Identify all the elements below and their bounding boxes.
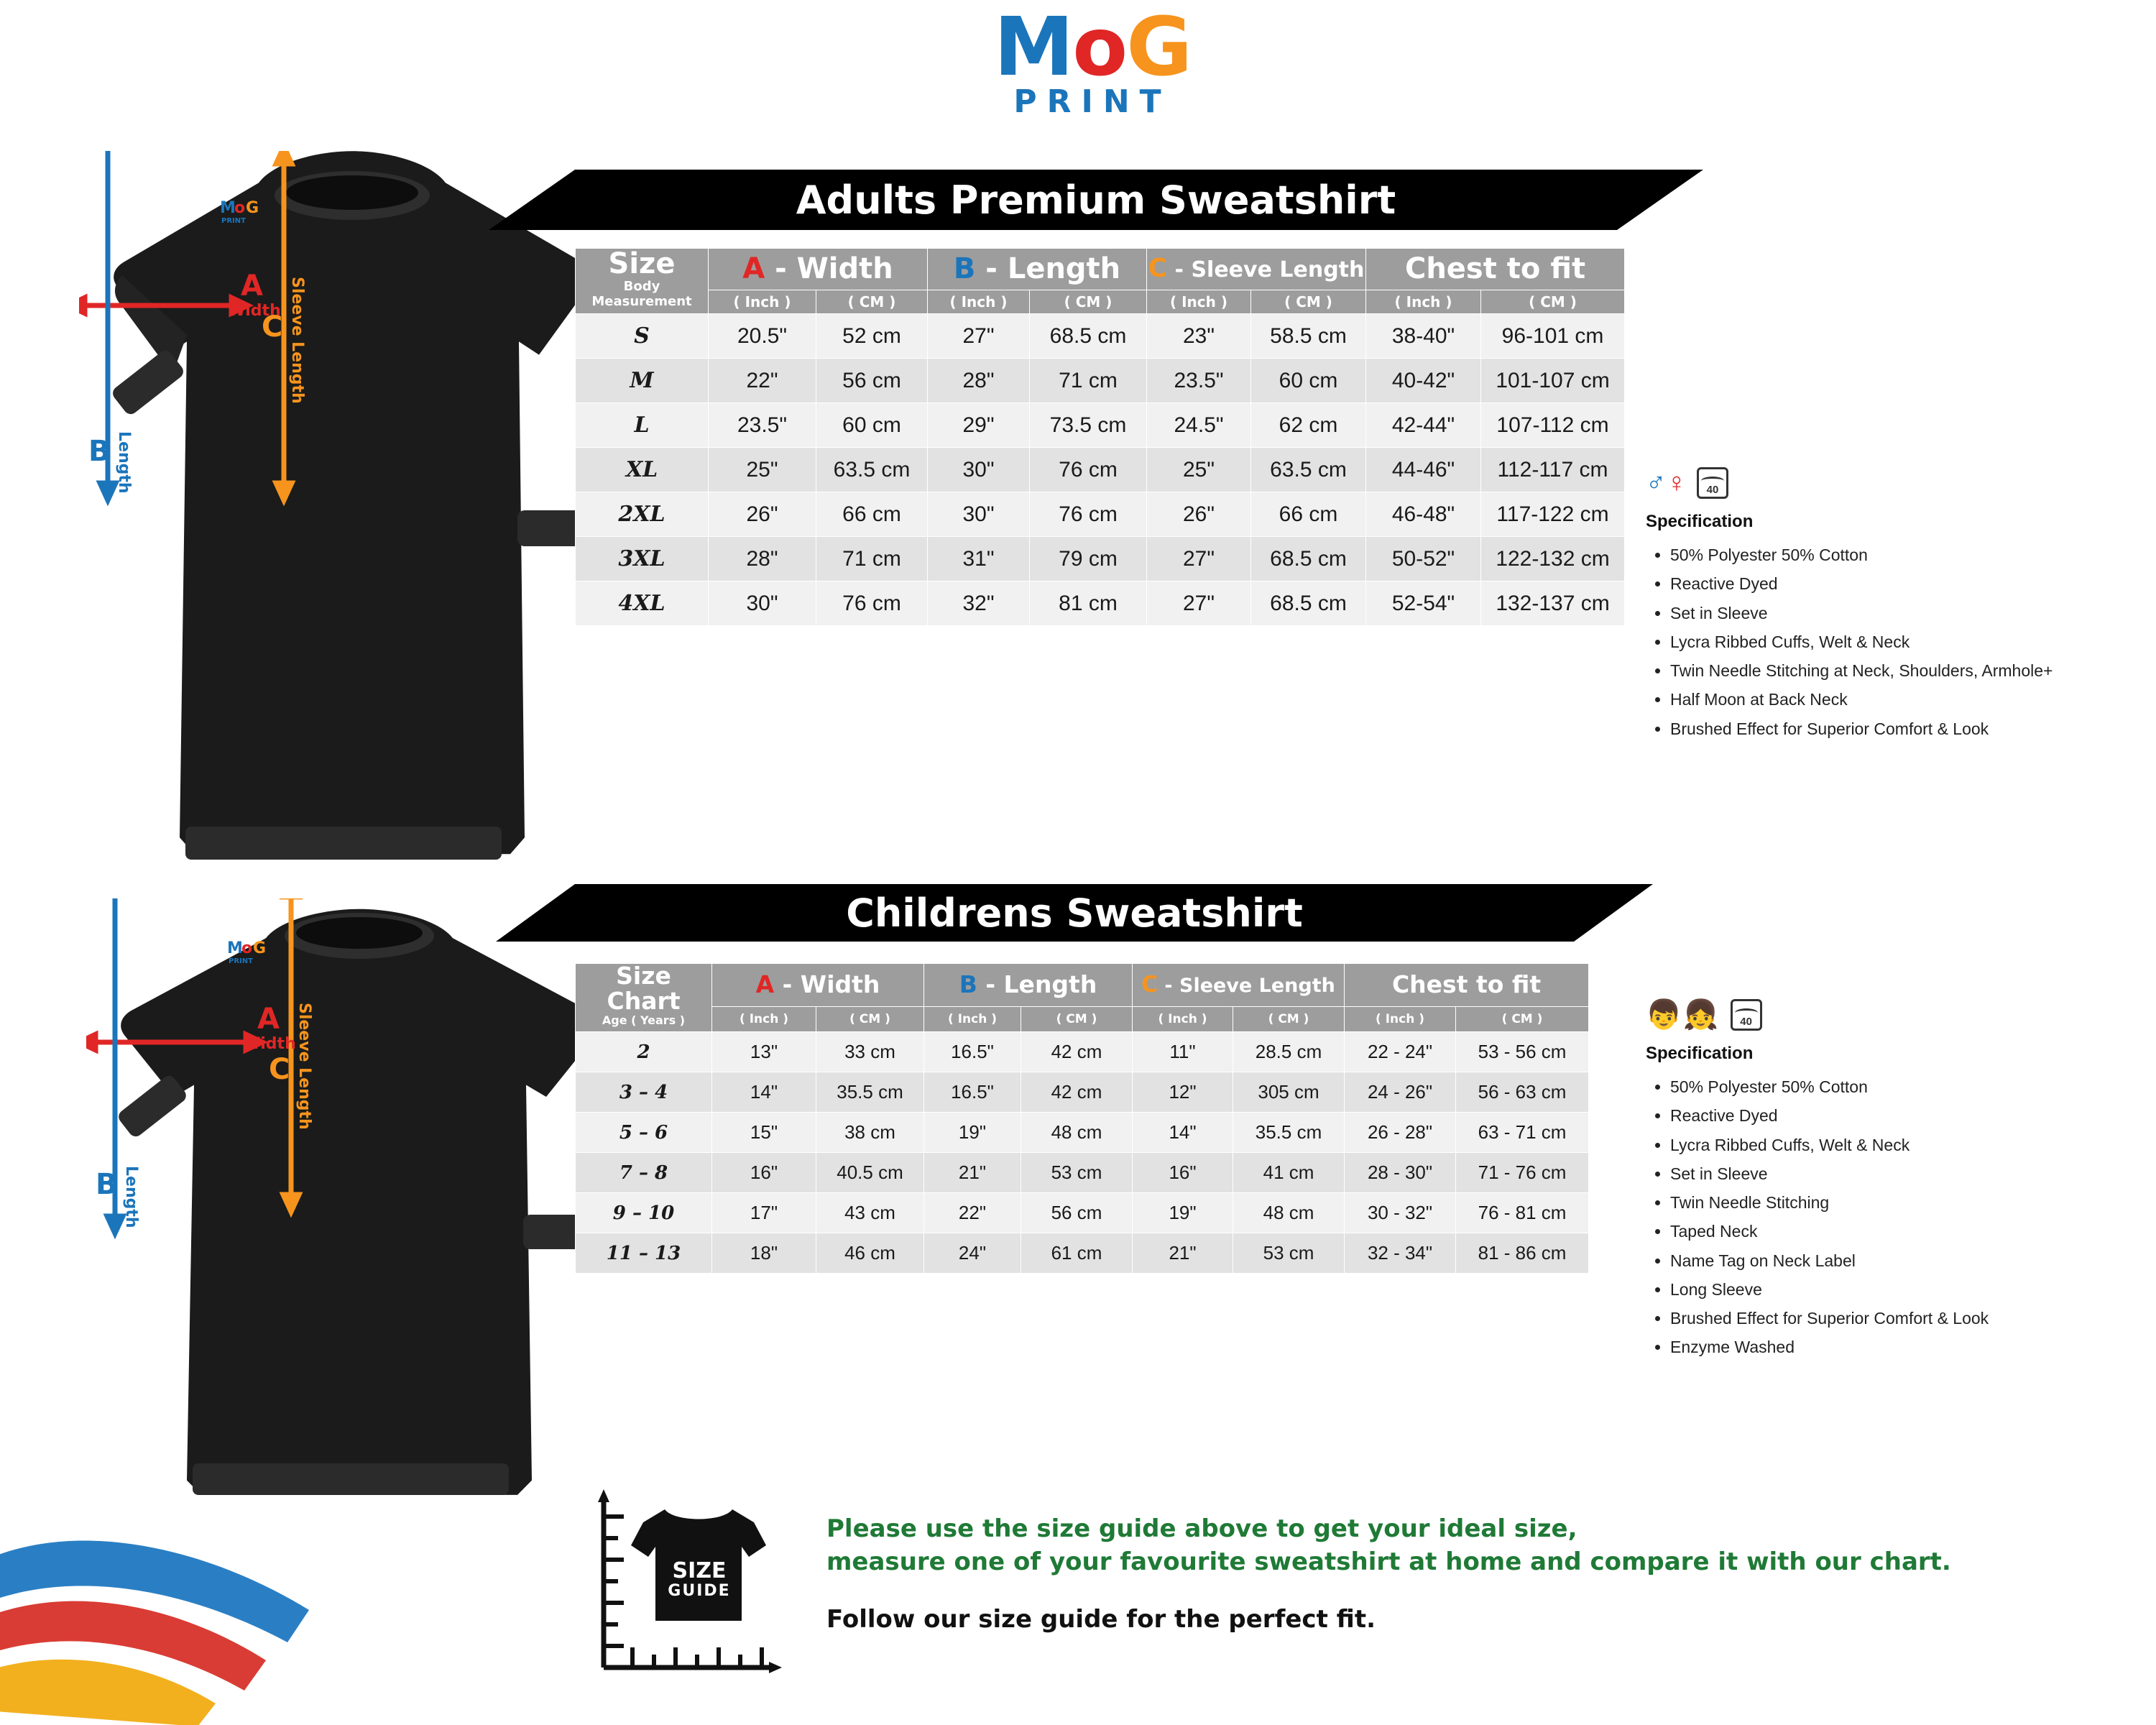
unit-sleeve-inch: ( Inch ) bbox=[1147, 290, 1251, 313]
banner-right-wedge bbox=[1574, 884, 1653, 942]
footer-note bbox=[826, 1513, 1976, 1634]
table-header-row bbox=[576, 964, 1589, 1007]
table-row: 3 – 4 14" 35.5 cm 16.5" 42 cm 12" 305 cm 24 - 26" 56 - 63 cm bbox=[576, 1072, 1589, 1113]
list-item: • Twin Needle Stitching at Neck, Shoulders, Armhole+ bbox=[1670, 656, 2120, 685]
list-item: • Brushed Effect for Superior Comfort & Look bbox=[1670, 714, 2120, 743]
table-row: 9 – 10 17" 43 cm 22" 56 cm 19" 48 cm 30 - 32" 76 - 81 cm bbox=[576, 1193, 1589, 1233]
svg-text:PRINT: PRINT bbox=[229, 957, 253, 965]
label-b: B bbox=[96, 1168, 118, 1201]
header-width: A - Width bbox=[709, 249, 928, 290]
table-row: M 22" 56 cm 28" 71 cm 23.5" 60 cm 40-42" 101-107 cm bbox=[576, 359, 1625, 403]
childrens-spec-title: Specification bbox=[1646, 1044, 1754, 1063]
paint-stroke-decoration bbox=[0, 1466, 460, 1725]
list-item: • 50% Polyester 50% Cotton bbox=[1670, 1072, 2149, 1101]
wash-temperature-icon: 40 bbox=[1697, 467, 1728, 499]
label-a: A bbox=[257, 1003, 280, 1036]
unit-width-cm: ( CM ) bbox=[816, 1006, 924, 1031]
list-item: • Set in Sleeve bbox=[1670, 1159, 2149, 1188]
unit-chest-cm: ( CM ) bbox=[1481, 290, 1625, 313]
svg-text:M: M bbox=[220, 199, 236, 217]
label-c-sub: Sleeve Length bbox=[288, 277, 306, 404]
svg-text:M: M bbox=[227, 939, 243, 957]
header-length: B - Length bbox=[924, 964, 1133, 1007]
label-b-sub: Length bbox=[122, 1166, 140, 1228]
unit-width-inch: ( Inch ) bbox=[709, 290, 816, 313]
banner-left-wedge bbox=[496, 884, 575, 942]
svg-text:PRINT: PRINT bbox=[221, 217, 246, 225]
adults-banner-title: Adults Premium Sweatshirt bbox=[796, 177, 1396, 223]
table-row: 11 – 13 18" 46 cm 24" 61 cm 21" 53 cm 32 - 34" 81 - 86 cm bbox=[576, 1233, 1589, 1274]
header-size: Size Body Measurement bbox=[576, 249, 709, 314]
table-row: 5 – 6 15" 38 cm 19" 48 cm 14" 35.5 cm 26 - 28" 63 - 71 cm bbox=[576, 1113, 1589, 1153]
header-chest: Chest to fit bbox=[1345, 964, 1589, 1007]
table-unit-row bbox=[576, 1006, 1589, 1031]
adults-spec-title: Specification bbox=[1646, 512, 1754, 531]
unit-sleeve-inch: ( Inch ) bbox=[1133, 1006, 1233, 1031]
list-item: • Lycra Ribbed Cuffs, Welt & Neck bbox=[1670, 627, 2120, 656]
childrens-sweatshirt-svg bbox=[86, 898, 632, 1531]
size-guide-icon bbox=[589, 1488, 783, 1696]
adults-size-table bbox=[575, 248, 1625, 626]
list-item: • Reactive Dyed bbox=[1670, 569, 2120, 598]
table-row: 3XL 28" 71 cm 31" 79 cm 27" 68.5 cm 50-52" 122-132 cm bbox=[576, 537, 1625, 581]
table-row: 7 – 8 16" 40.5 cm 21" 53 cm 16" 41 cm 28 - 30" 71 - 76 cm bbox=[576, 1153, 1589, 1193]
note-line-1: Please use the size guide above to get your ideal size, bbox=[826, 1514, 1577, 1543]
logo-letter-m: M bbox=[993, 1, 1073, 94]
adults-spec-icons bbox=[1646, 467, 2120, 499]
header-size: Size Chart Age ( Years ) bbox=[576, 964, 712, 1032]
table-row: 4XL 30" 76 cm 32" 81 cm 27" 68.5 cm 52-54" 132-137 cm bbox=[576, 581, 1625, 626]
logo-print-text: PRINT bbox=[1013, 83, 1171, 120]
adults-banner bbox=[575, 170, 1617, 230]
list-item: • Brushed Effect for Superior Comfort & Look bbox=[1670, 1304, 2149, 1333]
list-item: • Half Moon at Back Neck bbox=[1670, 685, 2120, 714]
wash-temperature-icon: 40 bbox=[1731, 999, 1762, 1031]
adults-specification bbox=[1646, 467, 2120, 743]
childrens-banner-title: Childrens Sweatshirt bbox=[846, 890, 1303, 936]
unit-width-inch: ( Inch ) bbox=[712, 1006, 816, 1031]
list-item: • Lycra Ribbed Cuffs, Welt & Neck bbox=[1670, 1131, 2149, 1159]
label-c-sub: Sleeve Length bbox=[295, 1003, 313, 1130]
header-sleeve: C - Sleeve Length bbox=[1147, 249, 1366, 290]
childrens-size-table bbox=[575, 963, 1589, 1274]
list-item: • Name Tag on Neck Label bbox=[1670, 1246, 2149, 1275]
label-a-sub: Width bbox=[243, 1035, 296, 1053]
header-width: A - Width bbox=[712, 964, 924, 1007]
table-header-row bbox=[576, 249, 1625, 290]
label-b: B bbox=[88, 435, 111, 468]
logo-letter-o: o bbox=[1072, 1, 1127, 94]
unit-chest-cm: ( CM ) bbox=[1456, 1006, 1589, 1031]
childrens-spec-icons bbox=[1646, 999, 2149, 1031]
unit-sleeve-cm: ( CM ) bbox=[1251, 290, 1366, 313]
unit-length-inch: ( Inch ) bbox=[924, 1006, 1021, 1031]
banner-left-wedge bbox=[489, 170, 575, 230]
list-item: • 50% Polyester 50% Cotton bbox=[1670, 540, 2120, 569]
list-item: • Taped Neck bbox=[1670, 1217, 2149, 1246]
note-line-2: measure one of your favourite sweatshirt at home and compare it with our chart. bbox=[826, 1547, 1951, 1576]
unit-sleeve-cm: ( CM ) bbox=[1233, 1006, 1345, 1031]
boy-girl-icon: 👦👧 bbox=[1646, 999, 1720, 1031]
table-row: 2XL 26" 66 cm 30" 76 cm 26" 66 cm 46-48" 117-122 cm bbox=[576, 492, 1625, 537]
logo-letter-g: G bbox=[1126, 1, 1192, 94]
childrens-specification bbox=[1646, 999, 2149, 1362]
childrens-spec-list bbox=[1646, 1072, 2149, 1362]
label-c: C bbox=[262, 310, 283, 344]
childrens-sweatshirt-illustration bbox=[86, 898, 632, 1531]
adults-sweatshirt-svg bbox=[79, 151, 625, 870]
list-item: • Long Sleeve bbox=[1670, 1275, 2149, 1304]
unit-chest-inch: ( Inch ) bbox=[1345, 1006, 1456, 1031]
header-length: B - Length bbox=[928, 249, 1147, 290]
label-a: A bbox=[241, 270, 263, 303]
unit-length-cm: ( CM ) bbox=[1021, 1006, 1133, 1031]
table-row: S 20.5" 52 cm 27" 68.5 cm 23" 58.5 cm 38-40" 96-101 cm bbox=[576, 314, 1625, 359]
list-item: • Twin Needle Stitching bbox=[1670, 1188, 2149, 1217]
brand-logo bbox=[949, 1, 1236, 120]
table-row: 2 13" 33 cm 16.5" 42 cm 11" 28.5 cm 22 - 24" 53 - 56 cm bbox=[576, 1032, 1589, 1072]
svg-text:G: G bbox=[246, 199, 259, 217]
table-unit-row bbox=[576, 290, 1625, 313]
banner-right-wedge bbox=[1617, 170, 1703, 230]
unit-length-inch: ( Inch ) bbox=[928, 290, 1030, 313]
note-line-3: Follow our size guide for the perfect fit. bbox=[826, 1604, 1376, 1634]
list-item: • Reactive Dyed bbox=[1670, 1101, 2149, 1130]
list-item: • Set in Sleeve bbox=[1670, 599, 2120, 627]
svg-text:o: o bbox=[234, 199, 246, 217]
header-sleeve: C - Sleeve Length bbox=[1133, 964, 1345, 1007]
childrens-banner bbox=[575, 884, 1574, 942]
male-female-icon: ♂♀ bbox=[1646, 468, 1687, 498]
svg-text:o: o bbox=[241, 939, 253, 957]
svg-text:G: G bbox=[253, 939, 267, 957]
label-a-sub: Width bbox=[228, 302, 281, 320]
size-guide-label: SIZE GUIDE bbox=[668, 1558, 731, 1600]
unit-chest-inch: ( Inch ) bbox=[1366, 290, 1481, 313]
label-b-sub: Length bbox=[115, 431, 133, 494]
logo-wordmark bbox=[949, 1, 1236, 94]
table-row: L 23.5" 60 cm 29" 73.5 cm 24.5" 62 cm 42-44" 107-112 cm bbox=[576, 403, 1625, 448]
list-item: • Enzyme Washed bbox=[1670, 1333, 2149, 1361]
unit-length-cm: ( CM ) bbox=[1030, 290, 1147, 313]
unit-width-cm: ( CM ) bbox=[816, 290, 928, 313]
table-row: XL 25" 63.5 cm 30" 76 cm 25" 63.5 cm 44-46" 112-117 cm bbox=[576, 448, 1625, 492]
adults-sweatshirt-illustration bbox=[79, 151, 625, 870]
header-chest: Chest to fit bbox=[1366, 249, 1625, 290]
adults-spec-list bbox=[1646, 540, 2120, 743]
label-c: C bbox=[269, 1053, 290, 1086]
